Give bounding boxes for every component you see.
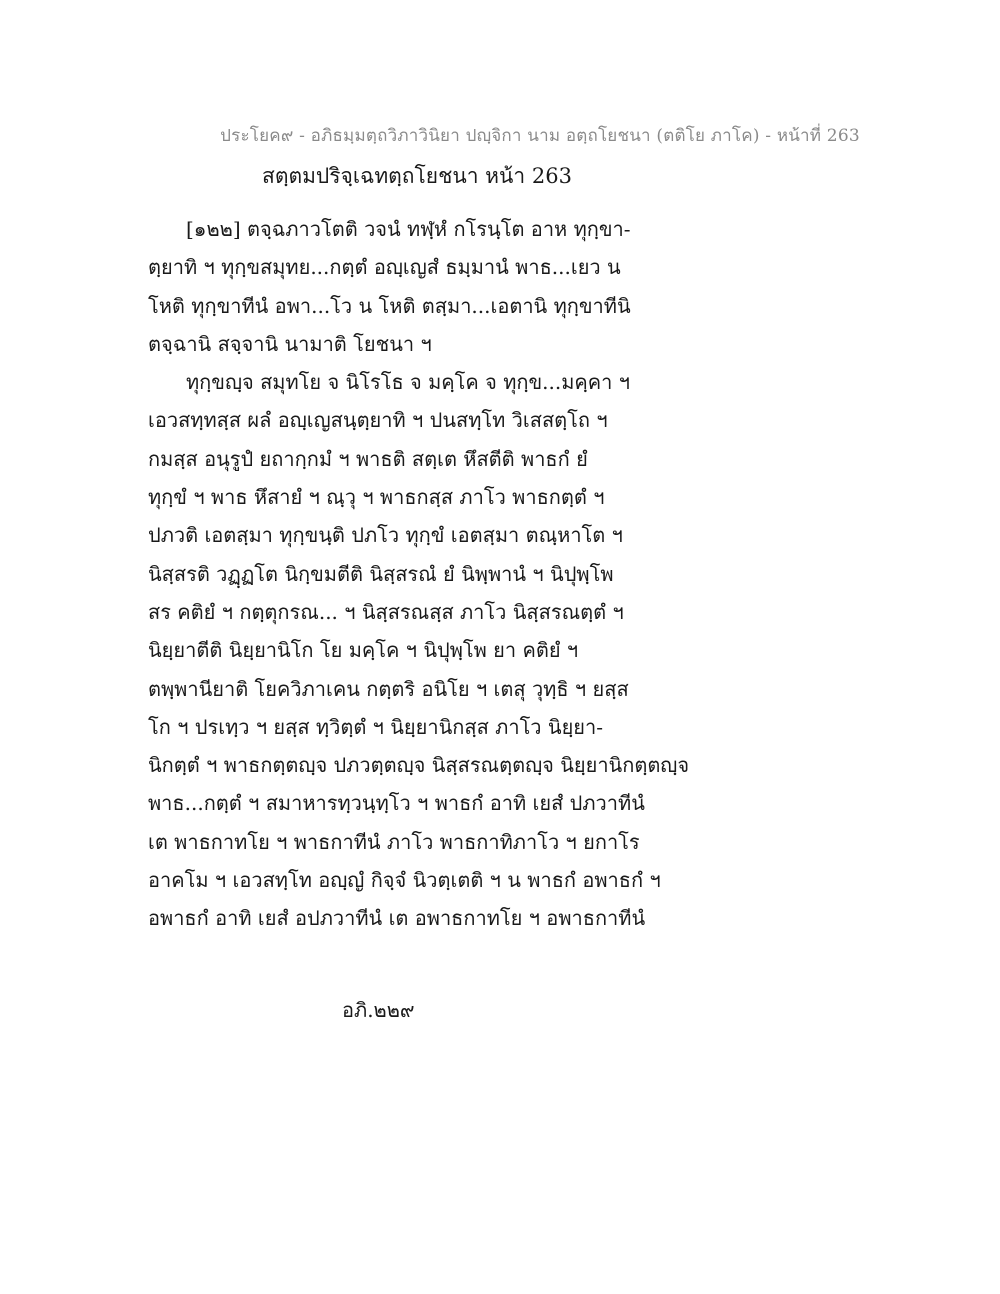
text-line: ทุกฺขํ ฯ พาธ หึสายํ ฯ ณฺวุ ฯ พาธกสฺส ภาโว พาธกตฺตํ ฯ <box>148 485 605 510</box>
text-line: อาคโม ฯ เอวสทฺโท อญฺญํ กิจฺจํ นิวตฺเตติ ฯ น พาธกํ อพาธกํ ฯ <box>148 868 661 893</box>
text-line: [๑๒๒] ตจฺฉภาวโตติ วจนํ ทฬฺหํ กโรนฺโต อาห ทุกฺขา- <box>186 217 631 241</box>
text-line: นิยฺยาตีติ นิยฺยานิโก โย มคฺโค ฯ นิปุพฺโพ ยา คติยํ ฯ <box>148 638 579 663</box>
text-line: โก ฯ ปรเทฺว ฯ ยสฺส ทฺวิตฺตํ ฯ นิยฺยานิกสฺส ภาโว นิยฺยา- <box>148 714 603 739</box>
body-text <box>148 210 708 938</box>
text-line: นิกตฺตํ ฯ พาธกตฺตญฺจ ปภวตฺตญฺจ นิสฺสรณตฺตญฺจ นิยฺยานิกตฺตญฺจ <box>148 753 690 778</box>
text-line: เอวสทฺทสฺส ผลํ อญฺเญสนฺตฺยาทิ ฯ ปนสทฺโท วิเสสตฺโถ ฯ <box>148 408 608 433</box>
text-line: อพาธกํ อาทิ เยสํ อปภวาทีนํ เต อพาธกาทโย ฯ อพาธกาทีนํ <box>148 906 646 931</box>
text-line: ตพฺพานียาติ โยควิภาเคน กตฺตริ อนิโย ฯ เตสุ วุทฺธิ ฯ ยสฺส <box>148 676 629 701</box>
section-title: สตฺตมปริจฺเฉทตฺถโยชนา หน้า 263 <box>262 164 572 188</box>
text-line: ทุกฺขญฺจ สมุทโย จ นิโรโธ จ มคฺโค จ ทุกฺข...มคฺคา ฯ <box>186 370 631 395</box>
page-reference: อภิ.๒๒๙ <box>342 998 415 1022</box>
text-line: ปภวติ เอตสฺมา ทุกฺขนฺติ ปภโว ทุกฺขํ เอตสฺมา ตณฺหาโต ฯ <box>148 523 623 548</box>
text-line: โหติ ทุกฺขาทีนํ อพา...โว น โหติ ตสฺมา...เอตานิ ทุกฺขาทีนิ <box>148 293 631 318</box>
text-line: กมสฺส อนุรูปํ ยถากฺกมํ ฯ พาธติ สตฺเต หึสตีติ พาธกํ ยํ <box>148 446 588 471</box>
text-line: สร คติยํ ฯ กตฺตุกรณ... ฯ นิสฺสรณสฺส ภาโว นิสฺสรณตฺตํ ฯ <box>148 599 624 624</box>
text-line: พาธ...กตฺตํ ฯ สมาหารทฺวนฺทฺโว ฯ พาธกํ อาทิ เยสํ ปภวาทีนํ <box>148 791 645 816</box>
running-header: ประโยค๙ - อภิธมฺมตฺถวิภาวินิยา ปญฺจิกา นาม อตฺถโยชนา (ตติโย ภาโค) - หน้าที่ 263 <box>220 126 860 146</box>
text-line: ตจฺฉานิ สจฺจานิ นามาติ โยชนา ฯ <box>148 331 432 356</box>
text-line: ตฺยาทิ ฯ ทุกฺขสมุทย...กตฺตํ อญฺเญสํ ธมฺมานํ พาธ...เยว น <box>148 255 621 280</box>
text-line: นิสฺสรติ วฏฺฏโต นิกฺขมตีติ นิสฺสรณํ ยํ นิพฺพานํ ฯ นิปุพฺโพ <box>148 561 614 586</box>
text-line: เต พาธกาทโย ฯ พาธกาทีนํ ภาโว พาธกาทิภาโว ฯ ยกาโร <box>148 829 640 854</box>
